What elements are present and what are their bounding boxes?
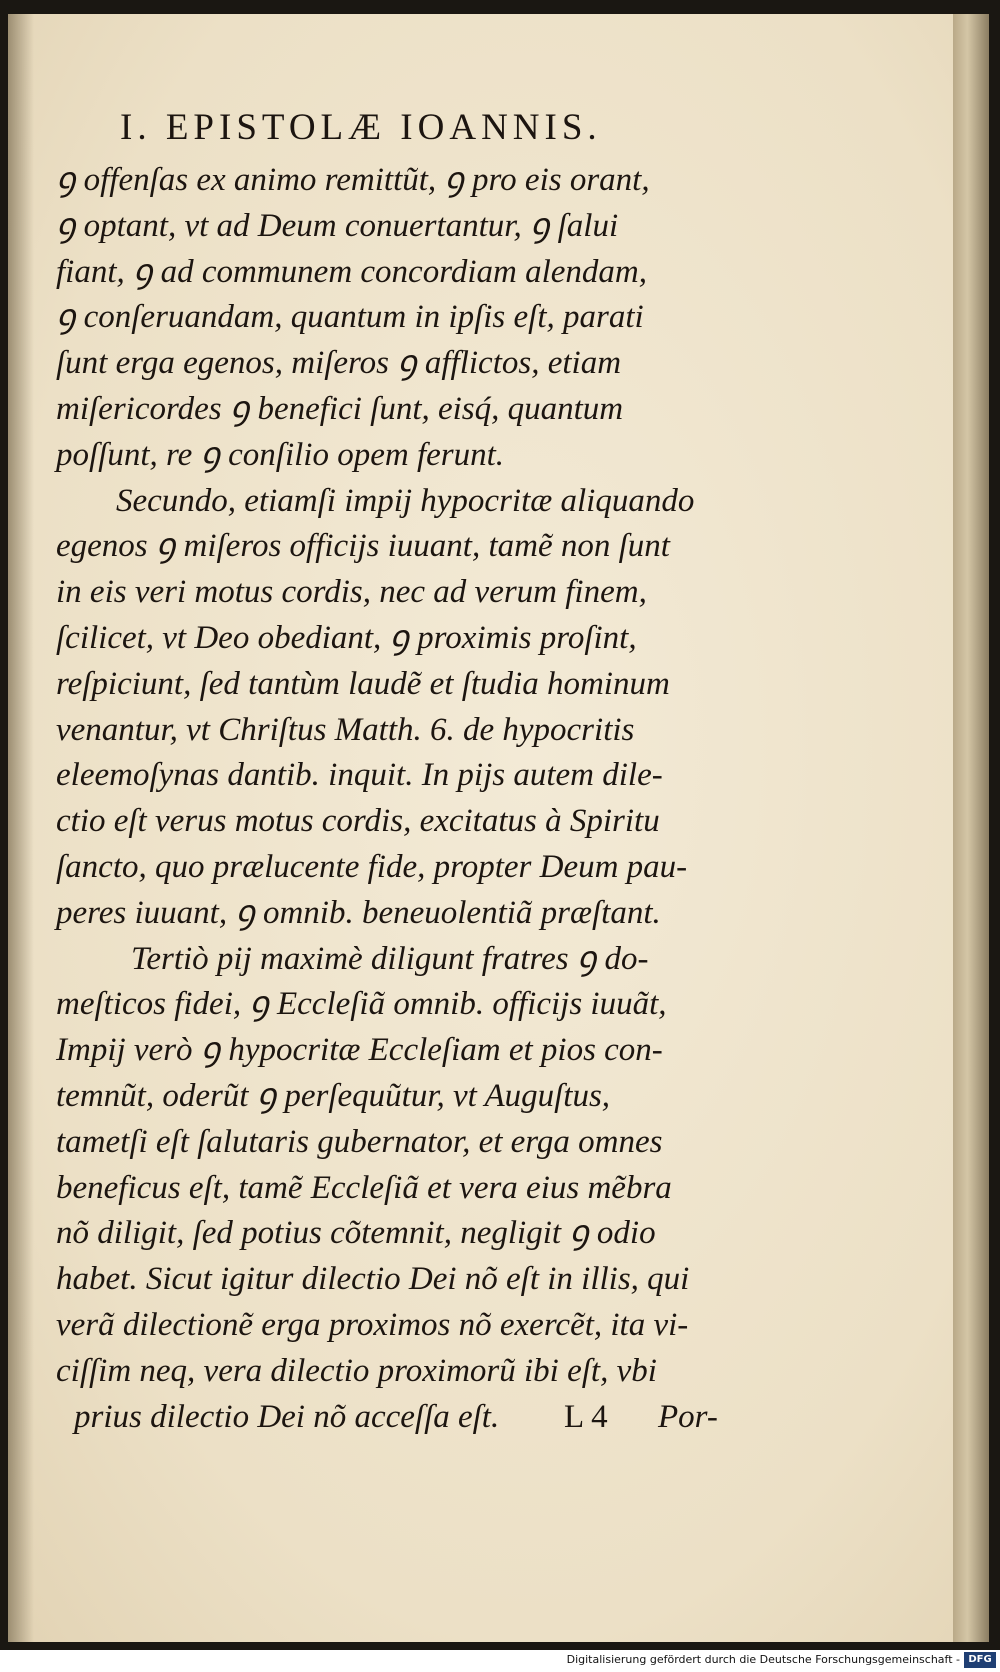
paragraph-start-line: Secundo, etiamſi impij hypocritæ aliquando <box>116 482 695 519</box>
text-line: ſancto, quo prælucente fide, propter Deum pau- <box>56 848 688 885</box>
text-line: ſunt erga egenos, miſeros ꝯ afflictos, etiam <box>56 345 622 382</box>
text-line: tametſi eſt ſalutaris gubernator, et erga omnes <box>56 1123 663 1160</box>
text-line: verã dilectionẽ erga proximos nõ exercẽt, ita vi- <box>56 1306 689 1343</box>
paragraph-start-line: Tertiò pij maximè diligunt fratres ꝯ do- <box>131 940 649 977</box>
text-line: ſcilicet, vt Deo obediant, ꝯ proximis proſint, <box>56 619 637 656</box>
text-line: in eis veri motus cordis, nec ad verum finem, <box>56 574 647 611</box>
body-text <box>56 158 771 1440</box>
text-line: nõ diligit, ſed potius cõtemnit, negligit ꝯ odio <box>56 1215 656 1252</box>
text-line: ctio eſt verus motus cordis, excitatus à Spiritu <box>56 803 660 840</box>
text-line: ꝯ optant, vt ad Deum conuertantur, ꝯ ſalui <box>56 207 619 244</box>
running-head: I. EPISTOLÆ IOANNIS. <box>120 107 602 148</box>
text-line: temnũt, oderũt ꝯ perſequũtur, vt Auguſtus, <box>56 1077 611 1114</box>
text-line: reſpiciunt, ſed tantùm laudẽ et ſtudia hominum <box>56 665 670 702</box>
text-line: meſticos fidei, ꝯ Eccleſiã omnib. officijs iuuãt, <box>56 986 667 1023</box>
text-line: Impij verò ꝯ hypocritæ Eccleſiam et pios con- <box>56 1032 663 1069</box>
text-line: venantur, vt Chriſtus Matth. 6. de hypocritis <box>56 711 635 748</box>
text-line: eleemoſynas dantib. inquit. In pijs autem dile- <box>56 757 663 794</box>
text-line: habet. Sicut igitur dilectio Dei nõ eſt in illis, qui <box>56 1261 690 1298</box>
text-line: prius dilectio Dei nõ acceſſa eſt. <box>74 1398 500 1435</box>
text-line: ꝯ conſeruandam, quantum in ipſis eſt, parati <box>56 299 644 336</box>
gutter-shadow <box>8 14 34 1642</box>
catchword: Por- <box>658 1398 718 1435</box>
last-text-line <box>56 1395 771 1441</box>
text-line: fiant, ꝯ ad communem concordiam alendam, <box>56 253 647 290</box>
digitization-footer <box>0 1650 1000 1672</box>
signature-mark: L 4 <box>564 1398 608 1435</box>
text-line: miſericordes ꝯ benefici ſunt, eisq́, quantum <box>56 390 624 427</box>
page-edge <box>953 14 989 1642</box>
funding-credit: Digitalisierung gefördert durch die Deutsche Forschungsgemeinschaft - <box>566 1653 960 1666</box>
text-line: egenos ꝯ miſeros officijs iuuant, tamẽ non ſunt <box>56 528 670 565</box>
text-line: peres iuuant, ꝯ omnib. beneuolentiã præſtant. <box>56 894 661 931</box>
text-line: poſſunt, re ꝯ conſilio opem ferunt. <box>56 436 505 473</box>
text-line: ciſſim neq, vera dilectio proximorũ ibi eſt, vbi <box>56 1352 657 1389</box>
dfg-logo: DFG <box>964 1652 996 1668</box>
text-line: beneficus eſt, tamẽ Eccleſiã et vera eius mẽbra <box>56 1169 672 1206</box>
text-line: ꝯ offenſas ex animo remittũt, ꝯ pro eis orant, <box>56 162 650 198</box>
